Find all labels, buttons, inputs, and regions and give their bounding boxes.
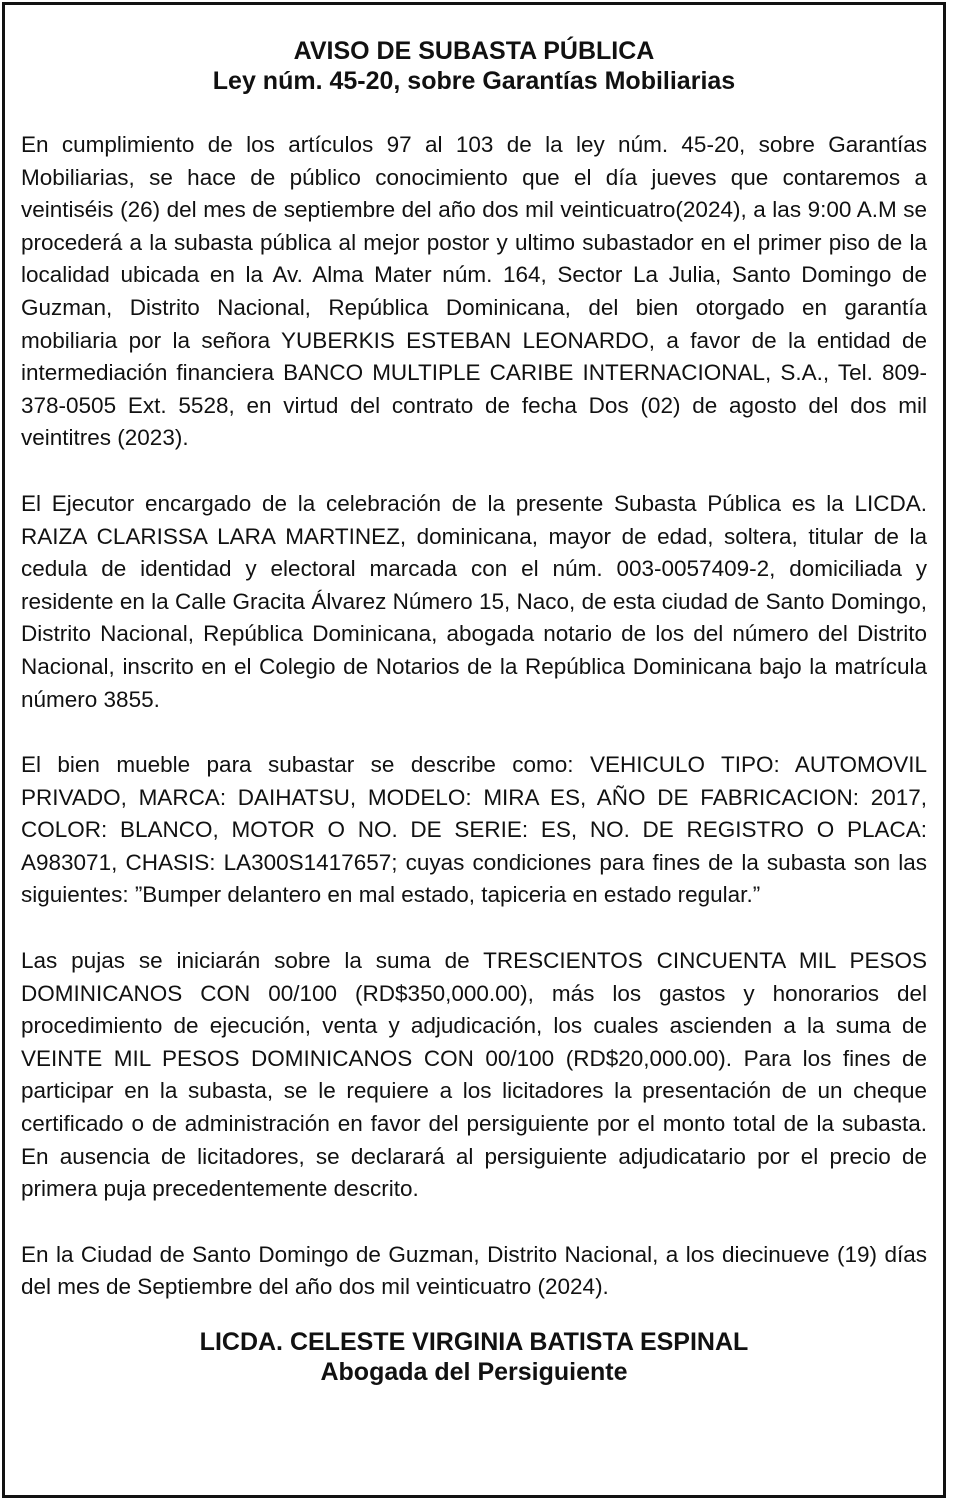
paragraph-place-and-date: En la Ciudad de Santo Domingo de Guzman, Distrito Nacional, a los diecinueve (19) días del mes de Septiembre del año dos mil veinticuatro (2024). [21, 1241, 927, 1300]
paragraph-vehicle-description: El bien mueble para subastar se describe como: VEHICULO TIPO: AUTOMOVIL PRIVADO, MARCA: DAIHATSU, MODELO: MIRA ES, AÑO DE FABRICACION: 2017, COLOR: BLANCO, MOTOR O NO. DE SERIE: ES, NO. DE REGISTRO O PLACA: A983071, CHASIS: LA300S1417657; cuyas condiciones para fines de la subasta son las siguientes: ”Bumper delantero en mal estado, tapiceria en estado regular.” [21, 752, 927, 908]
paragraph-bidding-terms: Las pujas se iniciarán sobre la suma de TRESCIENTOS CINCUENTA MIL PESOS DOMINICANOS CON 00/100 (RD$350,000.00), más los gastos y honorarios del procedimiento de ejecución, venta y adjudicación, los cuales ascienden a la suma de VEINTE MIL PESOS DOMINICANOS CON 00/100 (RD$20,000.00). Para los fines de participar en la subasta, se le requiere a los licitadores la presentación de un cheque certificado o de administración en favor del persiguiente por el monto total de la subasta. En ausencia de licitadores, se declarará al persiguiente adjudicatario por el precio de primera puja precedentemente descrito. [21, 948, 927, 1202]
signature-role: Abogada del Persiguiente [320, 1358, 628, 1386]
signature-name: LICDA. CELESTE VIRGINIA BATISTA ESPINAL [199, 1328, 749, 1356]
notice-title: AVISO DE SUBASTA PÚBLICA [293, 37, 655, 65]
paragraph-auction-announcement: En cumplimiento de los artículos 97 al 103 de la ley núm. 45-20, sobre Garantías Mobiliarias, se hace de público conocimiento que el día jueves que contaremos a veintiséis (26) del mes de septiembre del año dos mil veinticuatro(2024), a las 9:00 A.M se procederá a la subasta pública al mejor postor y ultimo subastador en el primer piso de la localidad ubicada en la Av. Alma Mater núm. 164, Sector La Julia, Santo Domingo de Guzman, Distrito Nacional, República Dominicana, del bien otorgado en garantía mobiliaria por la señora YUBERKIS ESTEBAN LEONARDO, a favor de la entidad de intermediación financiera BANCO MULTIPLE CARIBE INTERNACIONAL, S.A., Tel. 809-378-0505 Ext. 5528, en virtud del contrato de fecha Dos (02) de agosto del dos mil veintitres (2023). [21, 132, 927, 451]
paragraph-executor: El Ejecutor encargado de la celebración de la presente Subasta Pública es la LICDA. RAIZA CLARISSA LARA MARTINEZ, dominicana, mayor de edad, soltera, titular de la cedula de identidad y electoral marcada con el núm. 003-0057409-2, domiciliada y residente en la Calle Gracita Álvarez Número 15, Naco, de esta ciudad de Santo Domingo, Distrito Nacional, República Dominicana, abogada notario de los del número del Distrito Nacional, inscrito en el Colegio de Notarios de la República Dominicana bajo la matrícula número 3855. [21, 490, 927, 712]
notice-subtitle: Ley núm. 45-20, sobre Garantías Mobiliarias [212, 67, 736, 95]
notice-content [21, 36, 927, 1387]
signature-block [21, 1327, 927, 1387]
